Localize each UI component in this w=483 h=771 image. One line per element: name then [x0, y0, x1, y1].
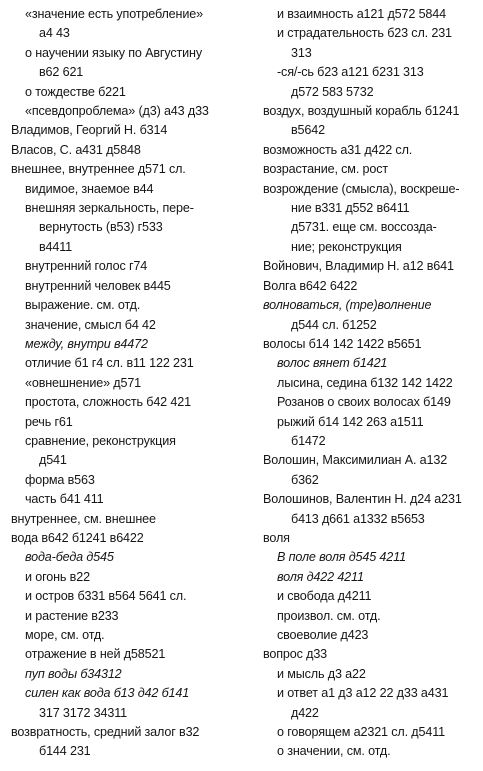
index-entry: и растение в233 [25, 608, 119, 623]
index-entry: видимое, знаемое в44 [25, 181, 154, 196]
index-entry: в4411 [39, 239, 73, 254]
index-entry: 317 3172 34311 [39, 705, 128, 720]
index-entry: внешняя зеркальность, пере- [25, 201, 194, 216]
index-entry: о тождестве б221 [25, 84, 126, 99]
index-entry: пуп воды б34312 [25, 666, 122, 681]
index-entry: б413 д661 а1332 в5653 [291, 511, 425, 526]
index-entry: «овнешнение» д571 [25, 375, 142, 390]
index-entry: 313 [291, 45, 312, 60]
index-entry: и остров б331 в564 5641 сл. [25, 589, 187, 604]
index-entry: между, внутри в4472 [25, 336, 148, 351]
index-entry: лысина, седина б132 142 1422 [277, 375, 453, 390]
index-entry: д572 583 5732 [291, 84, 374, 99]
index-entry: море, см. отд. [25, 628, 105, 642]
index-entry: сравнение, реконструкция [25, 433, 176, 448]
index-entry: воля [263, 530, 290, 545]
index-entry: простота, сложность б42 421 [25, 395, 191, 410]
index-entry: о значении, см. отд. [277, 744, 391, 759]
index-entry: силен как вода б13 д42 б141 [25, 686, 190, 701]
index-entry: возрождение (смысла), воскреше- [263, 181, 460, 196]
index-entry: и свобода д4211 [277, 589, 372, 604]
index-entry: рыжий б14 142 263 а1511 [277, 414, 424, 429]
index-entry: форма в563 [25, 472, 95, 487]
index-entry: «значение есть употребление» [25, 7, 203, 21]
index-column-left [11, 5, 247, 762]
index-entry: возрастание, см. рост [263, 162, 388, 177]
index-entry: и огонь в22 [25, 569, 90, 584]
index-entry: волноваться, (тре)волнение [263, 298, 432, 313]
index-entry: ние; реконструкция [291, 239, 402, 254]
index-entry: своеволие д423 [277, 628, 369, 642]
index-entry: внутреннее, см. внешнее [11, 511, 156, 526]
index-entry: Волошин, Максимилиан А. а132 [263, 453, 448, 468]
index-entry: а4 43 [39, 26, 70, 41]
index-entry: волос вянет б1421 [277, 356, 388, 371]
index-entry: возможность а31 д422 сл. [263, 142, 413, 157]
index-entry: часть б41 411 [25, 492, 104, 507]
index-entry: внутренний голос г74 [25, 259, 148, 274]
index-entry: возвратность, средний залог в32 [11, 725, 200, 740]
index-entry: значение, смысл б4 42 [25, 317, 156, 332]
index-entry: Войнович, Владимир Н. а12 в641 [263, 259, 454, 274]
index-entry: и мысль д3 а22 [277, 666, 366, 681]
index-entry: вода в642 б1241 в6422 [11, 530, 144, 545]
index-entry: д422 [291, 705, 319, 720]
index-entry: волосы б14 142 1422 в5651 [263, 336, 422, 351]
index-entry: и ответ а1 д3 а12 22 д33 а431 [277, 686, 449, 701]
index-entry: «псевдопроблема» (д3) а43 д33 [25, 104, 209, 119]
index-entry: отражение в ней д58521 [25, 647, 166, 662]
index-entry: о научении языку по Августину [25, 45, 202, 60]
index-entry: и взаимность а121 д572 5844 [277, 7, 446, 21]
index-entry: Розанов о своих волосах б149 [277, 395, 451, 410]
index-entry: вернутость (в53) г533 [39, 220, 163, 235]
index-entry: б144 231 [39, 744, 91, 759]
index-entry: выражение. см. отд. [25, 298, 141, 313]
index-entry: д544 сл. б1252 [291, 317, 377, 332]
index-entry: б362 [291, 472, 319, 487]
index-entry: Власов, С. а431 д5848 [11, 142, 141, 157]
index-entry: речь г61 [25, 414, 73, 429]
index-entry: -ся/-сь б23 а121 б231 313 [277, 65, 424, 80]
index-column-right [263, 5, 475, 762]
index-entry: в5642 [291, 123, 325, 138]
index-entry: б1472 [291, 433, 326, 448]
index-entry: ние в331 д552 в6411 [291, 201, 410, 216]
index-entry: в62 621 [39, 65, 84, 80]
index-entry: воля д422 4211 [277, 569, 364, 584]
index-entry: вопрос д33 [263, 647, 328, 662]
index-entry: вода-беда д545 [25, 550, 114, 565]
index-entry: Владимов, Георгий Н. б314 [11, 123, 168, 138]
index-entry: В поле воля д545 4211 [277, 550, 406, 565]
index-entry: Волошинов, Валентин Н. д24 а231 [263, 492, 462, 507]
index-entry: Волга в642 6422 [263, 278, 358, 293]
index-entry: отличие б1 г4 сл. в11 122 231 [25, 356, 194, 371]
index-entry: д541 [39, 453, 67, 468]
index-entry: д5731. еще см. воссозда- [291, 220, 437, 235]
index-entry: произвол. см. отд. [277, 608, 381, 623]
index-entry: и страдательность б23 сл. 231 [277, 26, 452, 41]
index-entry: внешнее, внутреннее д571 сл. [11, 162, 186, 177]
index-entry: воздух, воздушный корабль б1241 [263, 104, 460, 119]
index-entry: о говорящем а2321 сл. д5411 [277, 725, 445, 740]
index-entry: внутренний человек в445 [25, 278, 171, 293]
